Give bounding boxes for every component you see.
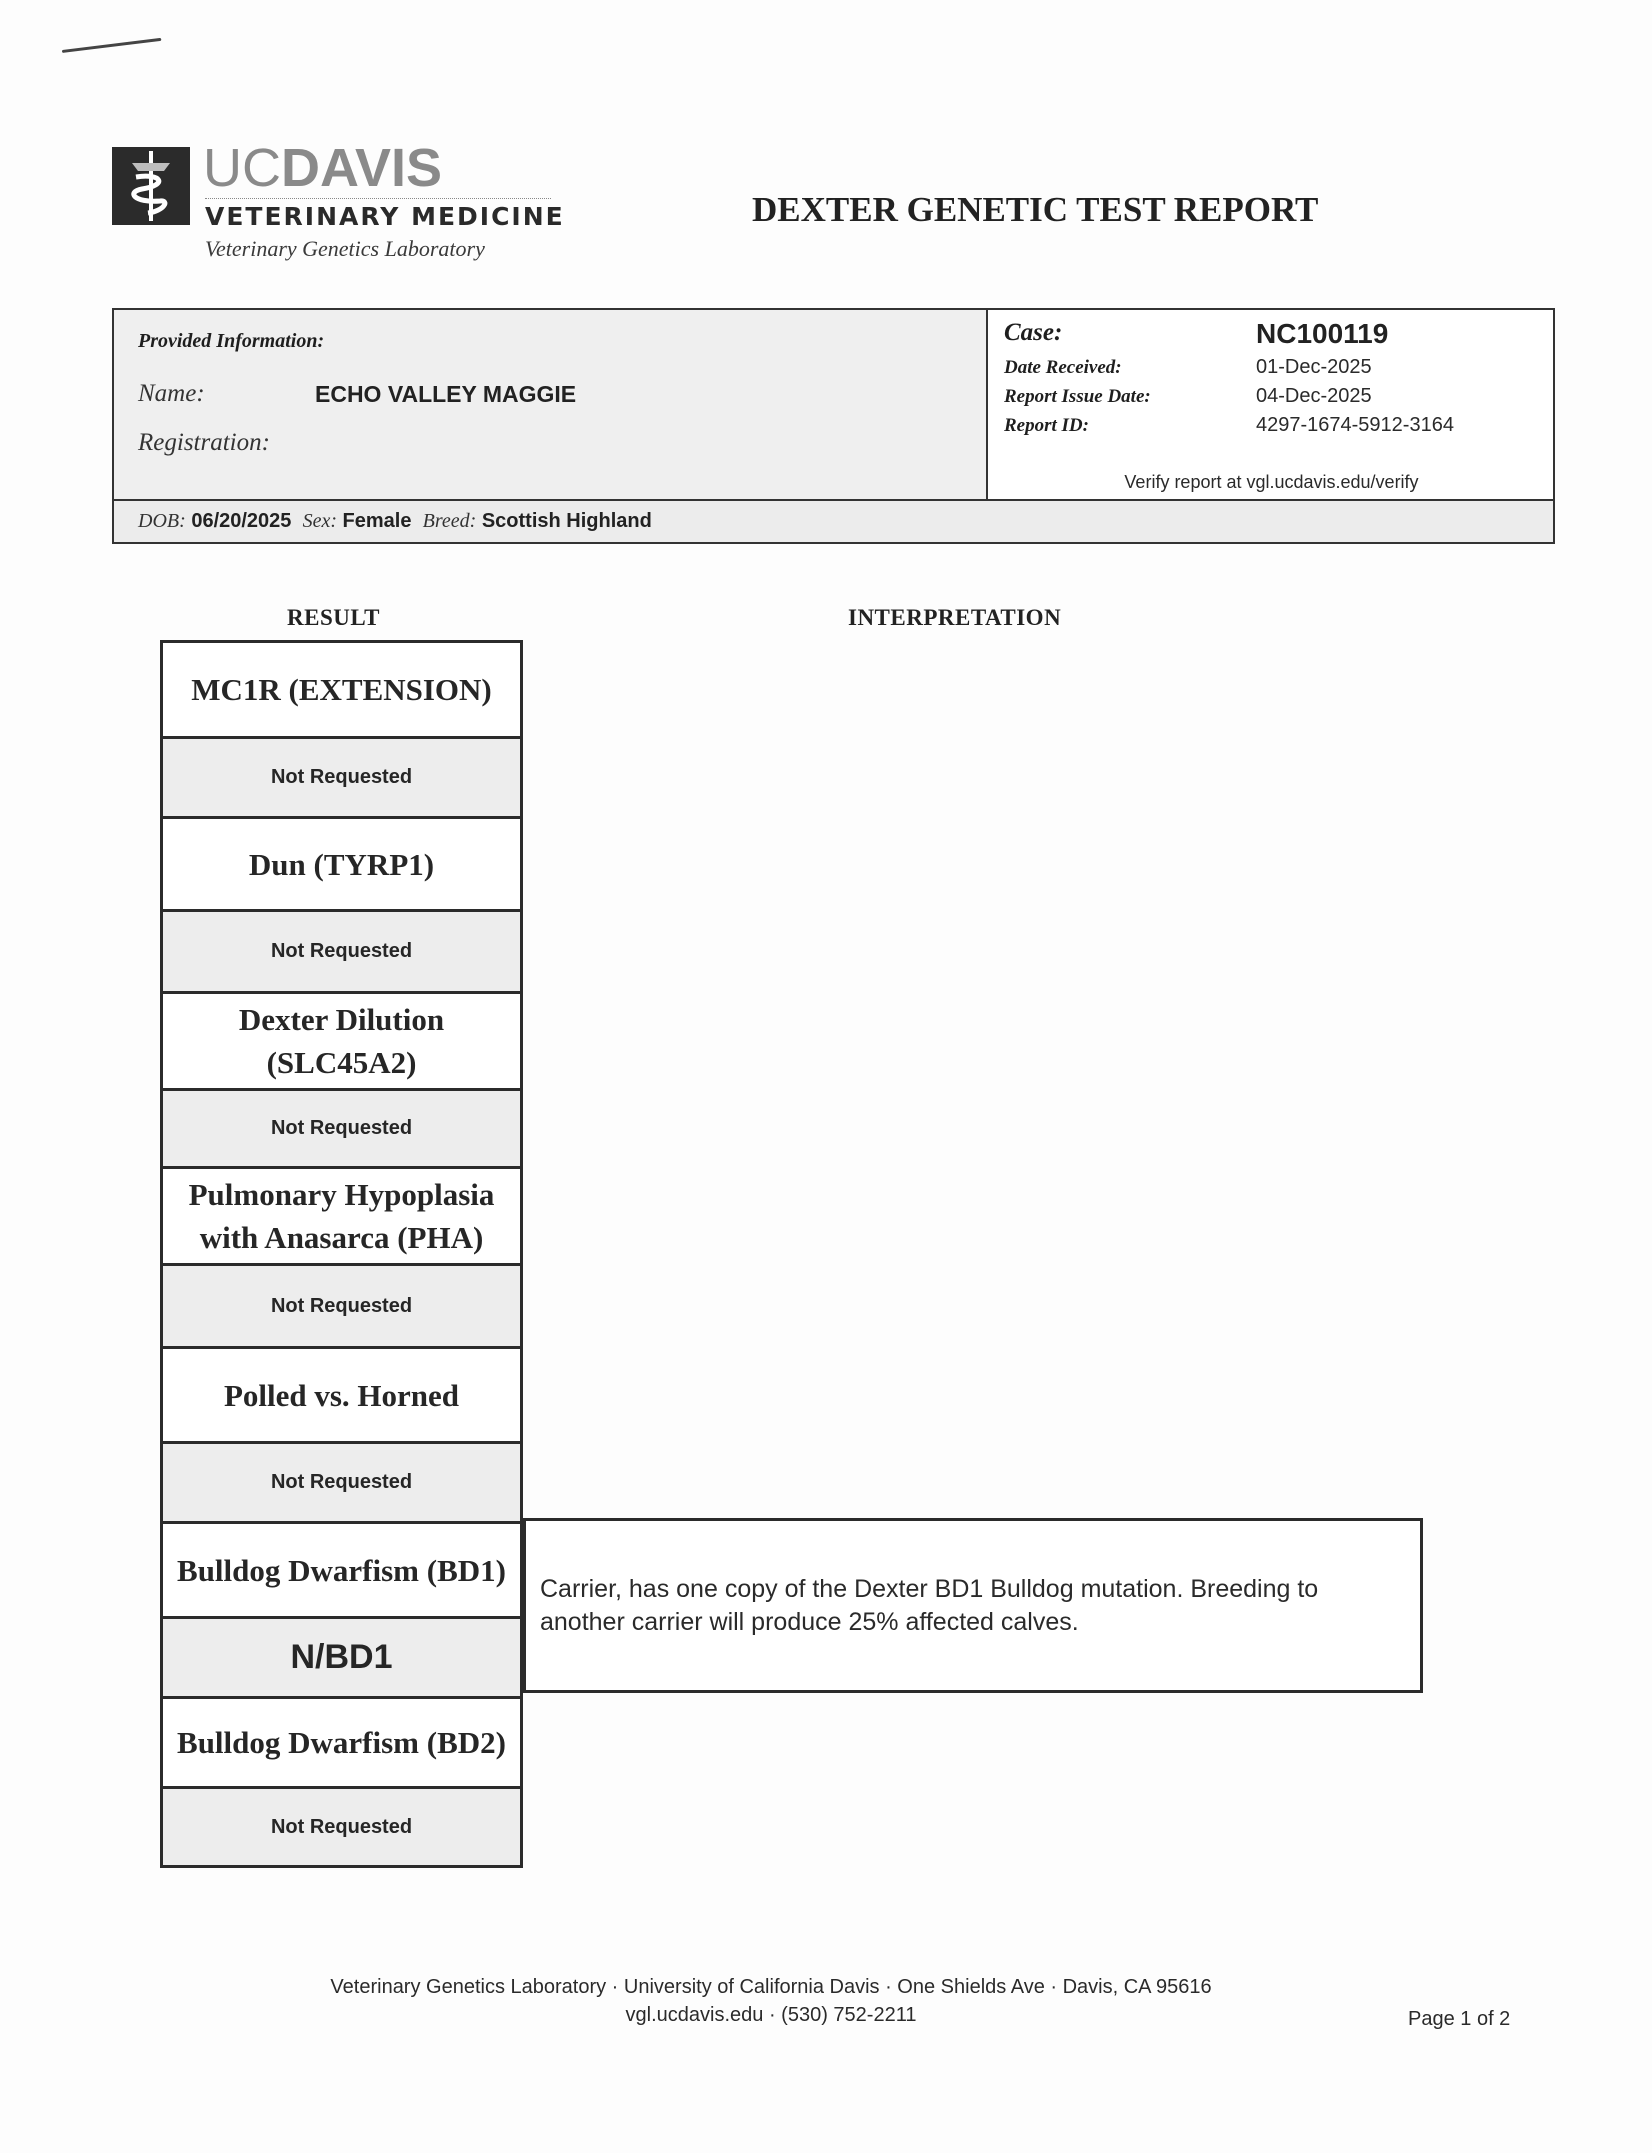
test-result-bd2: Not Requested <box>163 1786 520 1865</box>
footer-contact: vgl.ucdavis.edu · (530) 752-2211 <box>625 2004 917 2026</box>
interpretation-bd1 <box>523 1518 1423 1693</box>
case-value: NC100119 <box>1256 318 1389 349</box>
caduceus-icon <box>112 147 190 225</box>
interpretation-text: Carrier, has one copy of the Dexter BD1 Bulldog mutation. Breeding to another carrier will produce 25% affected calves. <box>540 1575 1319 1636</box>
logo-school: VETERINARY MEDICINE <box>205 202 565 231</box>
stray-pen-mark <box>62 38 162 53</box>
name-value: ECHO VALLEY MAGGIE <box>315 381 577 407</box>
issue-date-label: Report Issue Date: <box>1004 386 1151 407</box>
breed-label: Breed: <box>422 510 477 532</box>
report-id-label: Report ID: <box>1004 415 1089 436</box>
test-result-polled: Not Requested <box>163 1441 520 1521</box>
footer-address: Veterinary Genetics Laboratory · University of California Davis · One Shields Ave · Davis, CA 95616 <box>330 1976 1212 1998</box>
test-name-polled: Polled vs. Horned <box>163 1346 520 1441</box>
test-result-dexter-dilution: Not Requested <box>163 1088 520 1166</box>
case-panel <box>990 310 1553 499</box>
date-received-label: Date Received: <box>1004 357 1122 378</box>
report-title: DEXTER GENETIC TEST REPORT <box>752 190 1319 229</box>
issue-date-value: 04-Dec-2025 <box>1256 385 1372 407</box>
interpretation-heading: INTERPRETATION <box>848 605 1062 630</box>
date-received-value: 01-Dec-2025 <box>1256 356 1372 378</box>
result-heading: RESULT <box>287 605 380 630</box>
logo-divider <box>205 198 551 199</box>
sex-label: Sex: <box>302 510 337 532</box>
logo-lab-name: Veterinary Genetics Laboratory <box>205 236 485 261</box>
test-result-bd1: N/BD1 <box>163 1616 520 1696</box>
logo-wordmark: UCDAVIS <box>203 138 443 198</box>
test-result-mc1r: Not Requested <box>163 736 520 816</box>
info-box <box>112 308 1555 544</box>
test-name-bd2: Bulldog Dwarfism (BD2) <box>163 1696 520 1786</box>
page-number: Page 1 of 2 <box>1408 2008 1511 2030</box>
registration-label: Registration: <box>138 429 270 456</box>
results-table <box>160 640 523 1868</box>
provided-heading: Provided Information: <box>138 330 325 352</box>
test-name-dexter-dilution: Dexter Dilution (SLC45A2) <box>163 991 520 1088</box>
test-name-pha: Pulmonary Hypoplasia with Anasarca (PHA) <box>163 1166 520 1263</box>
sex-value: Female <box>342 510 412 532</box>
test-name-dun: Dun (TYRP1) <box>163 816 520 909</box>
dob-label: DOB: <box>138 510 186 532</box>
dob-value: 06/20/2025 <box>191 510 292 532</box>
test-result-pha: Not Requested <box>163 1263 520 1346</box>
breed-value: Scottish Highland <box>481 510 652 532</box>
animal-details-strip <box>114 499 1553 542</box>
report-id-value: 4297-1674-5912-3164 <box>1256 414 1454 436</box>
animal-details <box>138 510 652 533</box>
test-name-mc1r: MC1R (EXTENSION) <box>163 643 520 736</box>
case-label: Case: <box>1004 319 1063 346</box>
provided-information-panel <box>114 310 988 499</box>
verify-link[interactable]: Verify report at vgl.ucdavis.edu/verify <box>1124 472 1419 492</box>
name-label: Name: <box>138 380 205 407</box>
test-name-bd1: Bulldog Dwarfism (BD1) <box>163 1521 520 1616</box>
test-result-dun: Not Requested <box>163 909 520 991</box>
